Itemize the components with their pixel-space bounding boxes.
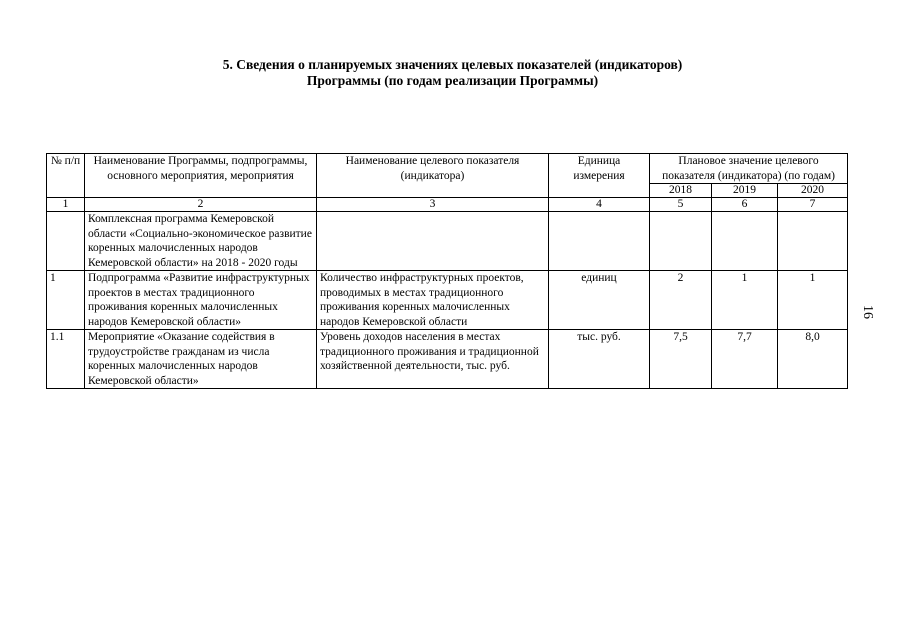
- column-number: 5: [650, 198, 712, 212]
- column-number: 1: [47, 198, 85, 212]
- column-numbers-row: [47, 198, 848, 212]
- row-value-2019: 1: [712, 271, 778, 330]
- row-value-2020: 8,0: [778, 330, 848, 389]
- row-num: 1: [47, 271, 85, 330]
- row-indicator: [317, 212, 549, 271]
- header-name: Наименование Программы, подпрограммы, основного мероприятия, мероприятия: [85, 154, 317, 198]
- table-row: [47, 330, 848, 389]
- row-value-2019: 7,7: [712, 330, 778, 389]
- header-num: № п/п: [47, 154, 85, 198]
- table-row: [47, 212, 848, 271]
- row-unit: тыс. руб.: [549, 330, 650, 389]
- header-year-2020: 2020: [778, 184, 848, 198]
- indicators-table: [46, 153, 848, 389]
- header-year-2019: 2019: [712, 184, 778, 198]
- title-line-2: Программы (по годам реализации Программы): [306, 73, 599, 88]
- title-line-1: 5. Сведения о планируемых значениях целевых показателей (индикаторов): [222, 57, 683, 72]
- document-title: [0, 57, 905, 89]
- header-row: [47, 154, 848, 184]
- row-value-2018: 2: [650, 271, 712, 330]
- header-indicator: Наименование целевого показателя (индикатора): [317, 154, 549, 198]
- row-unit: единиц: [549, 271, 650, 330]
- row-name: Комплексная программа Кемеровской области «Социально-экономическое развитие коренных малочисленных народов Кемеровской области» на 2018 - 2020 годы: [85, 212, 317, 271]
- row-indicator: Количество инфраструктурных проектов, проводимых в местах традиционного проживания коренных малочисленных народов Кемеровской области: [317, 271, 549, 330]
- row-name: Мероприятие «Оказание содействия в трудоустройстве гражданам из числа коренных малочисленных народов Кемеровской области»: [85, 330, 317, 389]
- row-value-2020: [778, 212, 848, 271]
- column-number: 2: [85, 198, 317, 212]
- header-year-2018: 2018: [650, 184, 712, 198]
- column-number: 7: [778, 198, 848, 212]
- row-unit: [549, 212, 650, 271]
- row-num: 1.1: [47, 330, 85, 389]
- row-num: [47, 212, 85, 271]
- header-unit: Единица измерения: [549, 154, 650, 198]
- row-value-2020: 1: [778, 271, 848, 330]
- column-number: 3: [317, 198, 549, 212]
- row-value-2018: [650, 212, 712, 271]
- row-value-2019: [712, 212, 778, 271]
- table-row: [47, 271, 848, 330]
- column-number: 4: [549, 198, 650, 212]
- row-value-2018: 7,5: [650, 330, 712, 389]
- page-number: 16: [860, 305, 875, 319]
- row-indicator: Уровень доходов населения в местах традиционного проживания и традиционной хозяйственной деятельности, тыс. руб.: [317, 330, 549, 389]
- header-planned: Плановое значение целевого показателя (индикатора) (по годам): [650, 154, 848, 184]
- column-number: 6: [712, 198, 778, 212]
- row-name: Подпрограмма «Развитие инфраструктурных проектов в местах традиционного проживания коренных малочисленных народов Кемеровской области»: [85, 271, 317, 330]
